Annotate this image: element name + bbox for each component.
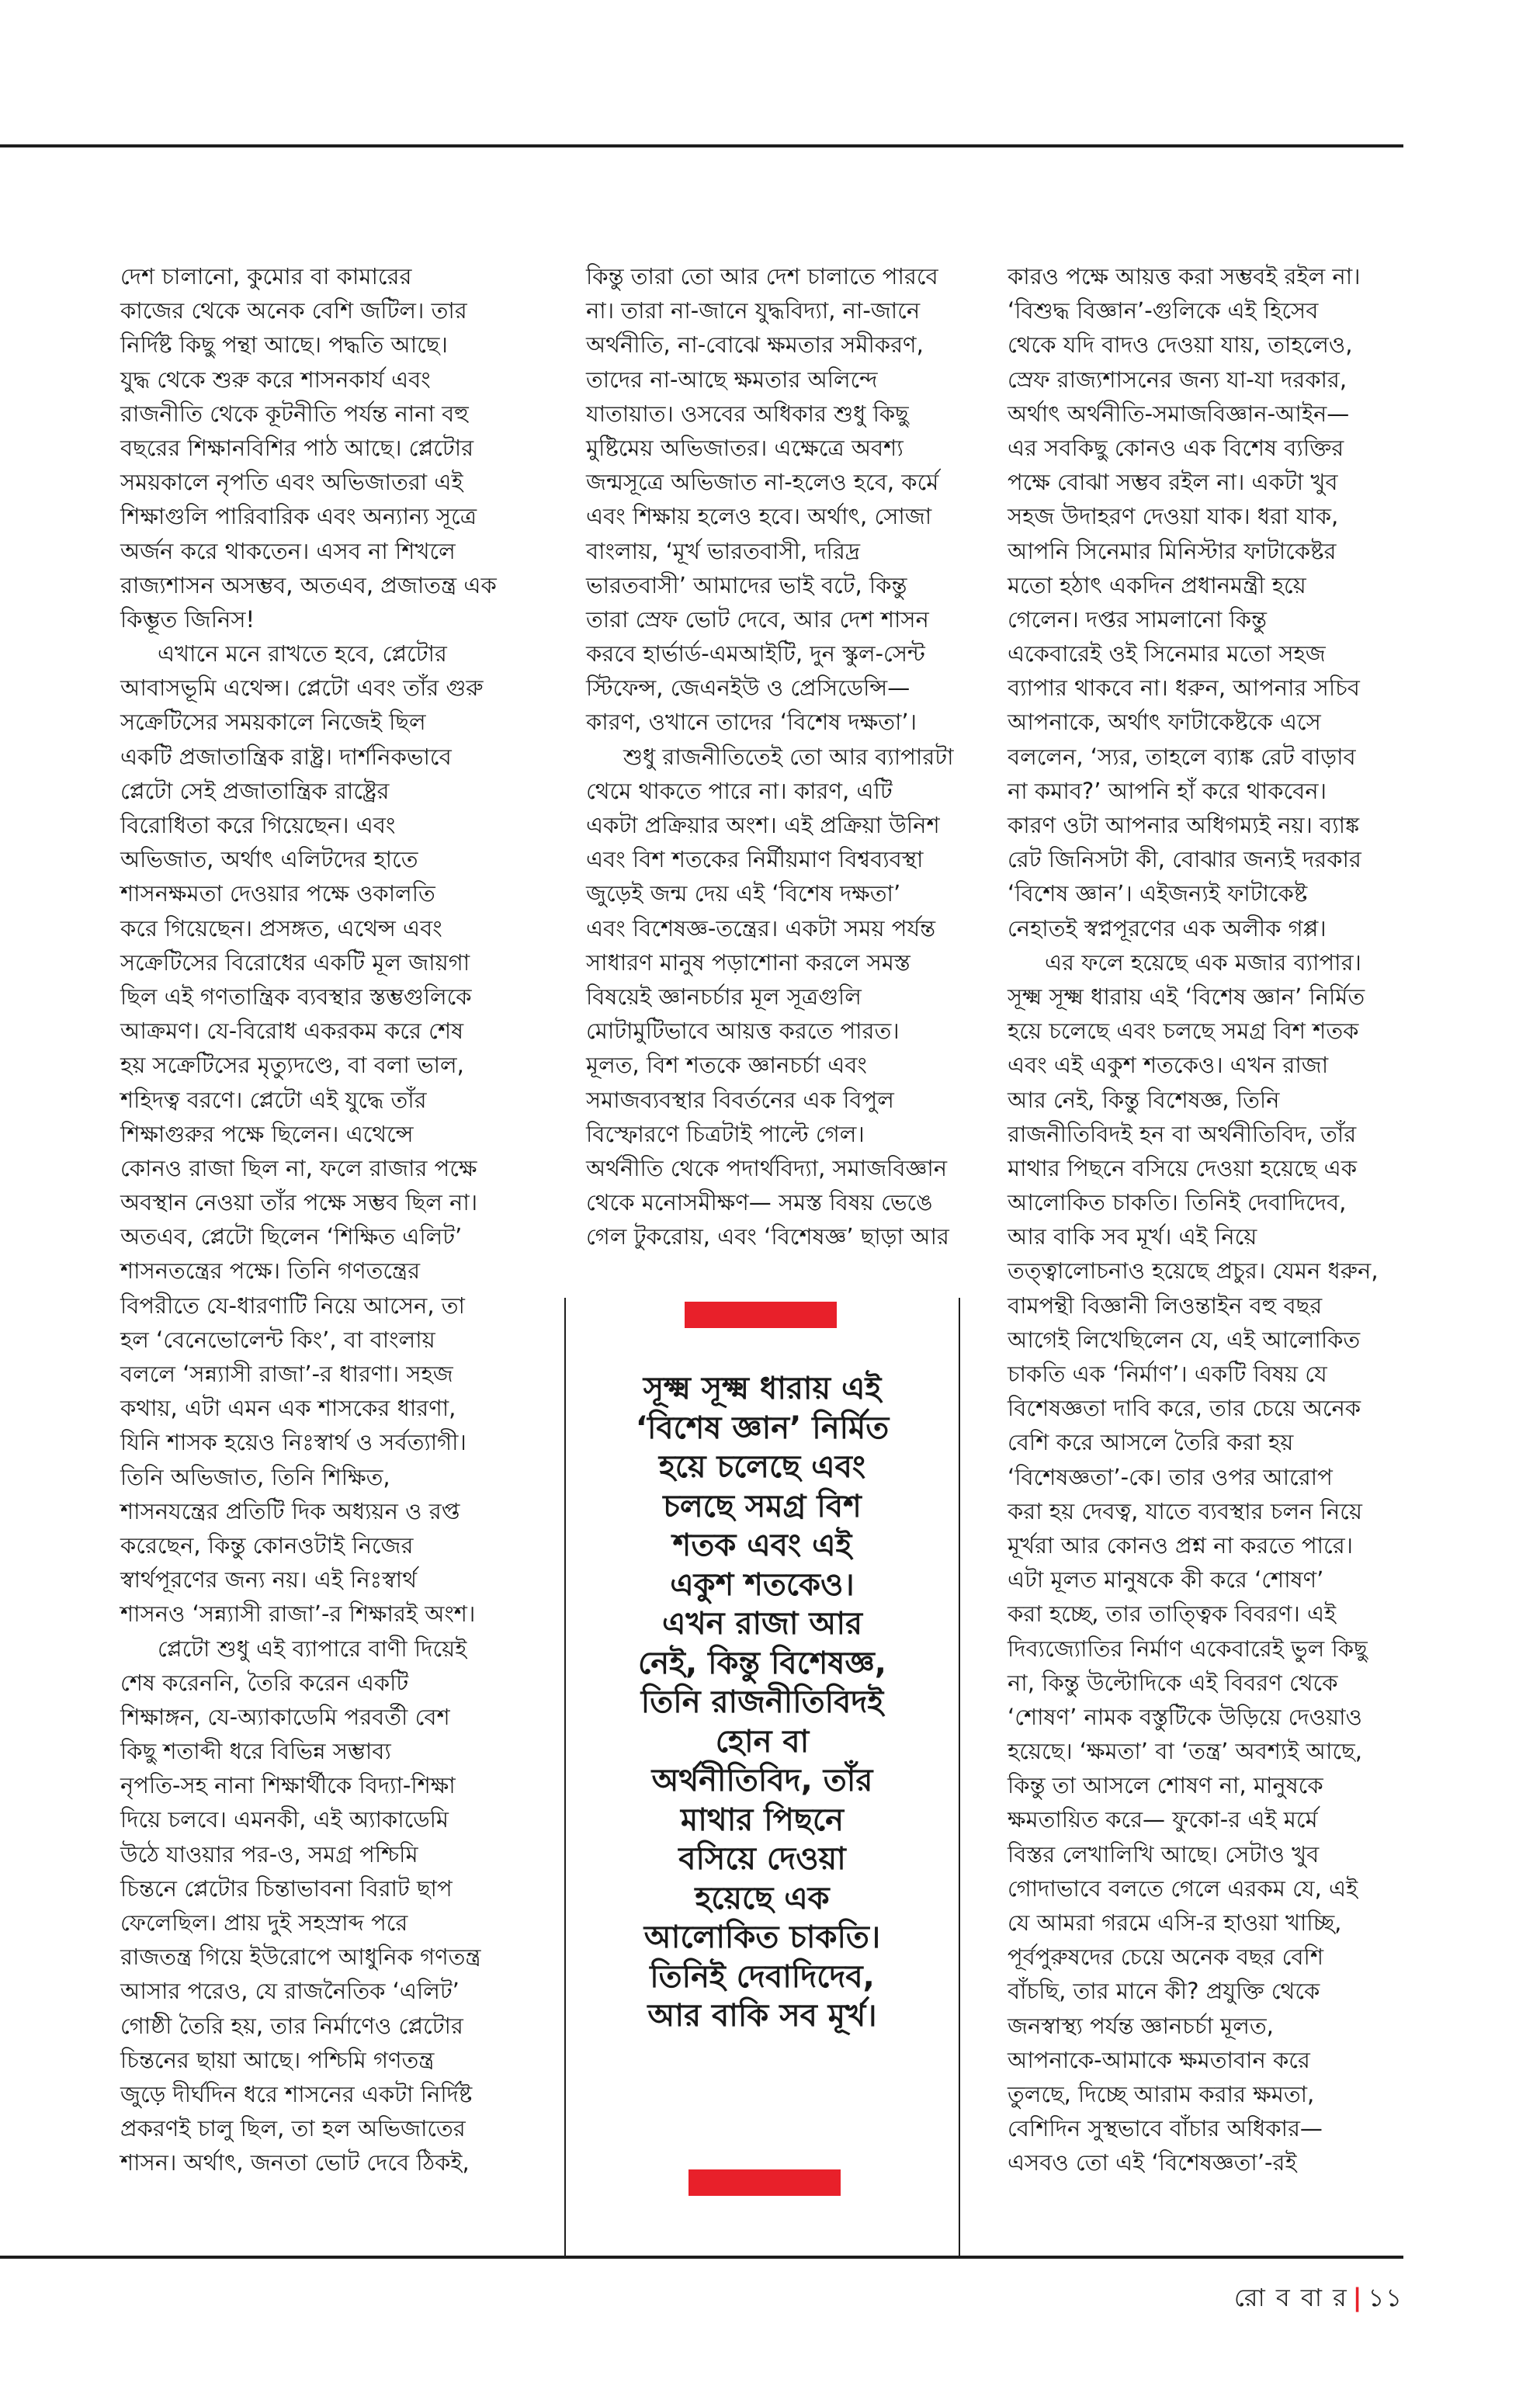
text-line: সক্রেটিসের সময়কালে নিজেই ছিল <box>120 709 426 736</box>
text-line: সহজ উদাহরণ দেওয়া যাক। ধরা যাক, <box>1008 503 1339 530</box>
text-line: আগেই লিখেছিলেন যে, এই আলোকিত <box>1008 1326 1361 1353</box>
text-line: আপনাকে, অর্থাৎ ফাটাকেষ্টকে এসে <box>1008 709 1321 736</box>
pullquote-line: আর বাকি সব মূর্খ। <box>647 1998 877 2034</box>
pullquote-line: তিনিই দেবাদিদেব, <box>650 1958 875 1995</box>
paragraph-start-line: এখানে মনে রাখতে হবে, প্লেটোর <box>158 640 447 668</box>
text-line: রাজনীতিবিদই হন বা অর্থনীতিবিদ, তাঁর <box>1008 1120 1357 1147</box>
pullquote-line: আলোকিত চাকতি। <box>643 1920 881 1955</box>
text-line: অর্থনীতি, না-বোঝে ক্ষমতার সমীকরণ, <box>586 331 924 359</box>
text-line: একটা প্রক্রিয়ার অংশ। এই প্রক্রিয়া উনিশ <box>586 812 940 838</box>
text-line: ‘বিশুদ্ধ বিজ্ঞান’-গুলিকে এই হিসেব <box>1008 297 1319 324</box>
pullquote-top-accent-bar <box>685 1302 837 1328</box>
pullquote-line: একুশ শতকেও। <box>670 1566 855 1603</box>
pullquote-line: অর্থনীতিবিদ, তাঁর <box>651 1763 873 1798</box>
text-line: শিক্ষাগুরুর পক্ষে ছিলেন। এথেন্সে <box>120 1120 414 1147</box>
text-line: রেট জিনিসটা কী, বোঝার জন্যই দরকার <box>1008 846 1361 873</box>
paragraph-start-line: এর ফলে হয়েছে এক মজার ব্যাপার। <box>1045 949 1361 976</box>
page-footer <box>1234 2278 1403 2320</box>
text-line: নেহাতই স্বপ্নপূরণের এক অলীক গপ্প। <box>1008 914 1327 942</box>
text-line: কারও পক্ষে আয়ত্ত করা সম্ভবই রইল না। <box>1008 263 1361 290</box>
text-line: এবং শিক্ষায় হলেও হবে। অর্থাৎ, সোজা <box>586 503 932 530</box>
text-line: একটি প্রজাতান্ত্রিক রাষ্ট্র। দার্শনিকভাবে <box>120 743 452 770</box>
pullquote-line: হয়েছে এক <box>695 1880 830 1916</box>
text-line: কারণ ওটা আপনার অধিগম্যই নয়। ব্যাঙ্ক <box>1008 812 1360 838</box>
text-line: রাজতন্ত্র গিয়ে ইউরোপে আধুনিক গণতন্ত্র <box>120 1944 481 1971</box>
paragraph-start-line: শুধু রাজনীতিতেই তো আর ব্যাপারটা <box>623 743 954 770</box>
text-line: চিন্তনের ছায়া আছে। পশ্চিমি গণতন্ত্র <box>120 2046 435 2073</box>
text-line: অর্জন করে থাকতেন। এসব না শিখলে <box>120 537 456 564</box>
text-line: গেল টুকরোয়, এবং ‘বিশেষজ্ঞ’ ছাড়া আর <box>586 1223 949 1250</box>
text-line: নৃপতি-সহ নানা শিক্ষার্থীকে বিদ্যা-শিক্ষা <box>120 1772 456 1799</box>
text-line: জনস্বাস্থ্য পর্যন্ত জ্ঞানচর্চা মূলত, <box>1008 2012 1274 2039</box>
text-line: বিষয়েই জ্ঞানচর্চার মূল সূত্রগুলি <box>586 983 862 1010</box>
text-line: বললেন, ‘স্যর, তাহলে ব্যাঙ্ক রেট বাড়াব <box>1008 743 1356 770</box>
text-line: শেষ করেননি, তৈরি করেন একটি <box>120 1669 409 1696</box>
text-line: আপনাকে-আমাকে ক্ষমতাবান করে <box>1008 2046 1310 2073</box>
top-rule <box>0 144 1403 147</box>
text-line: হয়ে চলেছে এবং চলছে সমগ্র বিশ শতক <box>1008 1018 1359 1045</box>
text-line: করেছেন, কিন্তু কোনওটাই নিজের <box>120 1531 414 1559</box>
pullquote-right-border <box>959 1298 960 2257</box>
text-line: এবং বিশেষজ্ঞ-তন্ত্রের। একটা সময় পর্যন্ত <box>586 914 936 942</box>
text-line: মুষ্টিমেয় অভিজাতর। এক্ষেত্রে অবশ্য <box>586 434 904 461</box>
text-line: আর বাকি সব মূর্খ। এই নিয়ে <box>1008 1223 1257 1250</box>
text-line: সময়কালে নৃপতি এবং অভিজাতরা এই <box>120 469 463 496</box>
text-line: শাসনযন্ত্রের প্রতিটি দিক অধ্যয়ন ও রপ্ত <box>120 1497 460 1524</box>
text-line: অভিজাত, অর্থাৎ এলিটদের হাতে <box>120 846 418 873</box>
text-line: এবং এই একুশ শতকেও। এখন রাজা <box>1008 1052 1329 1079</box>
pullquote-text <box>566 1369 959 2036</box>
text-line: হল ‘বেনেভোলেন্ট কিং’, বা বাংলায় <box>120 1326 435 1353</box>
text-line: গোষ্ঠী তৈরি হয়, তার নির্মাণেও প্লেটোর <box>120 2012 463 2039</box>
text-line: আলোকিত চাকতি। তিনিই দেবাদিদেব, <box>1008 1189 1347 1216</box>
text-line: তিনি অভিজাত, তিনি শিক্ষিত, <box>120 1463 390 1490</box>
pullquote-line: সূক্ষ্ম সূক্ষ্ম ধারায় এই <box>643 1371 882 1406</box>
pullquote-line: এখন রাজা আর <box>661 1606 863 1642</box>
text-line: আর নেই, কিন্তু বিশেষজ্ঞ, তিনি <box>1008 1086 1280 1113</box>
text-line: ‘শোষণ’ নামক বস্তুটিকে উড়িয়ে দেওয়াও <box>1008 1703 1362 1730</box>
text-line: প্রকরণই চালু ছিল, তা হল অভিজাতের <box>120 2115 466 2142</box>
text-line: বললে ‘সন্ন্যাসী রাজা’-র ধারণা। সহজ <box>120 1361 453 1387</box>
text-line: তত্ত্বালোচনাও হয়েছে প্রচুর। যেমন ধরুন, <box>1008 1257 1379 1285</box>
text-line: পূর্বপুরুষদের চেয়ে অনেক বছর বেশি <box>1008 1944 1324 1971</box>
text-line: মোটামুটিভাবে আয়ত্ত করতে পারত। <box>586 1018 900 1045</box>
text-line: মূর্খরা আর কোনও প্রশ্ন না করতে পারে। <box>1008 1531 1354 1559</box>
footer-separator: | <box>1352 2283 1364 2312</box>
text-line: বছরের শিক্ষানবিশির পাঠ আছে। প্লেটোর <box>120 434 474 461</box>
text-line: উঠে যাওয়ার পর-ও, সমগ্র পশ্চিমি <box>120 1840 418 1868</box>
text-line: তুলছে, দিচ্ছে আরাম করার ক্ষমতা, <box>1008 2080 1315 2107</box>
text-line: বাংলায়, ‘মূর্খ ভারতবাসী, দরিদ্র <box>586 537 861 564</box>
pullquote-box <box>566 1298 959 2257</box>
text-line: তাদের না-আছে ক্ষমতার অলিন্দে <box>586 366 878 393</box>
text-line: গেলেন। দপ্তর সামলানো কিন্তু <box>1008 605 1268 633</box>
text-line: সমাজব্যবস্থার বিবর্তনের এক বিপুল <box>586 1086 894 1113</box>
text-line: আপনি সিনেমার মিনিস্টার ফাটাকেষ্টর <box>1008 537 1337 564</box>
text-line: প্লেটো সেই প্রজাতান্ত্রিক রাষ্ট্রের <box>120 777 390 804</box>
text-line: শাসনতন্ত্রের পক্ষে। তিনি গণতন্ত্রের <box>120 1257 421 1285</box>
text-line: চাকতি এক ‘নির্মাণ’। একটি বিষয় যে <box>1008 1361 1327 1387</box>
text-line: অবস্থান নেওয়া তাঁর পক্ষে সম্ভব ছিল না। <box>120 1189 478 1216</box>
text-line: শিক্ষাগুলি পারিবারিক এবং অন্যান্য সূত্রে <box>120 503 477 530</box>
text-line: শহিদত্ব বরণে। প্লেটো এই যুদ্ধে তাঁর <box>120 1086 427 1113</box>
text-line: শাসনও ‘সন্ন্যাসী রাজা’-র শিক্ষারই অংশ। <box>120 1601 476 1628</box>
text-line: যিনি শাসক হয়েও নিঃস্বার্থ ও সর্বত্যাগী। <box>120 1429 467 1456</box>
text-line: ছিল এই গণতান্ত্রিক ব্যবস্থার স্তম্ভগুলিকে <box>120 983 472 1010</box>
text-line: বেশিদিন সুস্থভাবে বাঁচার অধিকার— <box>1008 2115 1323 2142</box>
text-line: কিন্তু তারা তো আর দেশ চালাতে পারবে <box>586 263 938 290</box>
text-line: না। তারা না-জানে যুদ্ধবিদ্যা, না-জানে <box>586 297 921 324</box>
pullquote-line: হোন বা <box>715 1723 810 1760</box>
article-column-3 <box>1008 259 1403 2180</box>
text-line: আক্রমণ। যে-বিরোধ একরকম করে শেষ <box>120 1018 464 1045</box>
pullquote-line: তিনি রাজনীতিবিদই <box>640 1684 884 1720</box>
article-column-2 <box>586 259 954 1254</box>
text-line: করে গিয়েছেন। প্রসঙ্গত, এথেন্স এবং <box>120 914 442 942</box>
text-line: যাতায়াত। ওসবের অধিকার শুধু কিছু <box>586 400 909 427</box>
text-line: ‘বিশেষজ্ঞতা’-কে। তার ওপর আরোপ <box>1008 1463 1333 1490</box>
pullquote-bottom-accent-bar <box>688 2169 841 2196</box>
text-line: স্টিফেন্স, জেএনইউ ও প্রেসিডেন্সি— <box>586 675 910 702</box>
text-line: বিস্ফোরণে চিত্রটাই পাল্টে গেল। <box>586 1120 865 1147</box>
text-line: হয় সক্রেটিসের মৃত্যুদণ্ডে, বা বলা ভাল, <box>120 1052 464 1079</box>
text-line: অর্থনীতি থেকে পদার্থবিদ্যা, সমাজবিজ্ঞান <box>586 1154 948 1181</box>
text-line: করা হচ্ছে, তার তাত্ত্বিক বিবরণ। এই <box>1008 1601 1337 1628</box>
text-line: কাজের থেকে অনেক বেশি জটিল। তার <box>120 297 467 324</box>
text-line: কিন্তু তা আসলে শোষণ না, মানুষকে <box>1008 1772 1323 1799</box>
text-line: না কমাব?’ আপনি হাঁ করে থাকবেন। <box>1008 777 1327 804</box>
text-line: এটা মূলত মানুষকে কী করে ‘শোষণ’ <box>1008 1566 1324 1594</box>
text-line: জুড়েই জন্ম দেয় এই ‘বিশেষ দক্ষতা’ <box>586 880 901 907</box>
text-line: এর সবকিছু কোনও এক বিশেষ ব্যক্তির <box>1008 434 1344 461</box>
text-line: মাথার পিছনে বসিয়ে দেওয়া হয়েছে এক <box>1008 1154 1357 1181</box>
text-line: সাধারণ মানুষ পড়াশোনা করলে সমস্ত <box>586 949 910 976</box>
text-line: দিব্যজ্যোতির নির্মাণ একেবারেই ভুল কিছু <box>1008 1635 1368 1662</box>
text-line: বামপন্থী বিজ্ঞানী লিওন্তাইন বহু বছর <box>1008 1292 1323 1319</box>
text-line: বিপরীতে যে-ধারণাটি নিয়ে আসেন, তা <box>120 1292 465 1319</box>
text-line: রাজ্যশাসন অসম্ভব, অতএব, প্রজাতন্ত্র এক <box>120 571 497 598</box>
text-line: ভারতবাসী’ আমাদের ভাই বটে, কিন্তু <box>586 571 907 598</box>
pullquote-line: হয়ে চলেছে এবং <box>658 1449 866 1485</box>
text-line: বিস্তর লেখালিখি আছে। সেটাও খুব <box>1008 1840 1320 1868</box>
text-line: ক্ষমতায়িত করে— ফুকো-র এই মর্মে <box>1008 1806 1318 1833</box>
text-line: ‘বিশেষ জ্ঞান’। এইজন্যই ফাটাকেষ্ট <box>1008 880 1308 907</box>
text-line: কিছু শতাব্দী ধরে বিভিন্ন সম্ভাব্য <box>120 1738 391 1765</box>
text-line: শাসনক্ষমতা দেওয়ার পক্ষে ওকালতি <box>120 880 435 907</box>
magazine-name: রো ব বা র <box>1233 2283 1348 2312</box>
text-line: বাঁচছি, তার মানে কী? প্রযুক্তি থেকে <box>1008 1978 1320 2005</box>
article-column-1 <box>120 259 539 2180</box>
text-line: মূলত, বিশ শতকে জ্ঞানচর্চা এবং <box>586 1052 867 1079</box>
text-line: তারা স্রেফ ভোট দেবে, আর দেশ শাসন <box>586 605 929 633</box>
text-line: আবাসভূমি এথেন্স। প্লেটো এবং তাঁর গুরু <box>120 675 484 702</box>
text-line: পক্ষে বোঝা সম্ভব রইল না। একটা খুব <box>1008 469 1338 496</box>
text-line: হয়েছে। ‘ক্ষমতা’ বা ‘তন্ত্র’ অবশ্যই আছে, <box>1008 1738 1362 1765</box>
bottom-rule <box>0 2256 1403 2259</box>
pullquote-line: ‘বিশেষ জ্ঞান’ নির্মিত <box>635 1410 890 1446</box>
text-line: কারণ, ওখানে তাদের ‘বিশেষ দক্ষতা’। <box>586 709 917 736</box>
text-line: অর্থাৎ অর্থনীতি-সমাজবিজ্ঞান-আইন— <box>1008 400 1350 427</box>
text-line: চিন্তনে প্লেটোর চিন্তাভাবনা বিরাট ছাপ <box>120 1875 453 1902</box>
text-line: নির্দিষ্ট কিছু পন্থা আছে। পদ্ধতি আছে। <box>120 331 448 359</box>
pullquote-line: শতক এবং এই <box>672 1528 852 1563</box>
text-line: বিরোধিতা করে গিয়েছেন। এবং <box>120 812 396 838</box>
text-line: জন্মসূত্রে অভিজাত না-হলেও হবে, কর্মে <box>586 469 939 496</box>
text-line: ব্যাপার থাকবে না। ধরুন, আপনার সচিব <box>1008 675 1360 702</box>
text-line: আসার পরেও, যে রাজনৈতিক ‘এলিট’ <box>120 1978 460 2005</box>
text-line: স্রেফ রাজ্যশাসনের জন্য যা-যা দরকার, <box>1008 366 1348 393</box>
pullquote-line: নেই, কিন্তু বিশেষজ্ঞ, <box>638 1645 886 1681</box>
text-line: বেশি করে আসলে তৈরি করা হয় <box>1008 1429 1294 1456</box>
text-line: কথায়, এটা এমন এক শাসকের ধারণা, <box>120 1395 456 1422</box>
text-line: কিম্ভূত জিনিস! <box>120 605 255 633</box>
text-line: দেশ চালানো, কুমোর বা কামারের <box>120 263 412 290</box>
text-line: সূক্ষ্ম সূক্ষ্ম ধারায় এই ‘বিশেষ জ্ঞান’ নির্মিত <box>1008 983 1365 1010</box>
text-line: এবং বিশ শতকের নির্মীয়মাণ বিশ্বব্যবস্থা <box>586 846 924 873</box>
pullquote-line: চলছে সমগ্র বিশ <box>663 1488 862 1524</box>
paragraph-start-line: প্লেটো শুধু এই ব্যাপারে বাণী দিয়েই <box>158 1635 467 1662</box>
text-line: স্বার্থপূরণের জন্য নয়। এই নিঃস্বার্থ <box>120 1566 417 1594</box>
text-line: একেবারেই ওই সিনেমার মতো সহজ <box>1008 640 1326 668</box>
text-line: অতএব, প্লেটো ছিলেন ‘শিক্ষিত এলিট’ <box>120 1223 463 1250</box>
text-line: গোদাভাবে বলতে গেলে এরকম যে, এই <box>1008 1875 1358 1902</box>
text-line: এসবও তো এই ‘বিশেষজ্ঞতা’-রই <box>1008 2149 1297 2176</box>
text-line: বিশেষজ্ঞতা দাবি করে, তার চেয়ে অনেক <box>1008 1395 1361 1422</box>
text-line: থেমে থাকতে পারে না। কারণ, এটি <box>586 777 893 804</box>
text-line: না, কিন্তু উল্টোদিকে এই বিবরণ থেকে <box>1008 1669 1338 1696</box>
text-line: করবে হার্ভার্ড-এমআইটি, দুন স্কুল-সেন্ট <box>586 640 925 668</box>
text-line: দিয়ে চলবে। এমনকী, এই অ্যাকাডেমি <box>120 1806 449 1833</box>
text-line: থেকে যদি বাদও দেওয়া যায়, তাহলেও, <box>1008 331 1353 359</box>
page-number: ১১ <box>1368 2283 1403 2312</box>
text-line: সক্রেটিসের বিরোধের একটি মূল জায়গা <box>120 949 470 976</box>
text-line: যে আমরা গরমে এসি-র হাওয়া খাচ্ছি, <box>1008 1909 1342 1936</box>
text-line: মতো হঠাৎ একদিন প্রধানমন্ত্রী হয়ে <box>1008 571 1306 598</box>
text-line: ফেলেছিল। প্রায় দুই সহস্রাব্দ পরে <box>120 1909 408 1936</box>
text-line: শিক্ষাঙ্গন, যে-অ্যাকাডেমি পরবর্তী বেশ <box>120 1703 450 1730</box>
text-line: করা হয় দেবত্ব, যাতে ব্যবস্থার চলন নিয়ে <box>1008 1497 1362 1524</box>
text-line: শাসন। অর্থাৎ, জনতা ভোট দেবে ঠিকই, <box>120 2149 470 2176</box>
pullquote-line: মাথার পিছনে <box>680 1802 845 1838</box>
text-line: থেকে মনোসমীক্ষণ— সমস্ত বিষয় ভেঙে <box>586 1189 933 1216</box>
text-line: যুদ্ধ থেকে শুরু করে শাসনকার্য এবং <box>120 366 431 393</box>
text-line: রাজনীতি থেকে কূটনীতি পর্যন্ত নানা বহু <box>120 400 469 427</box>
text-line: কোনও রাজা ছিল না, ফলে রাজার পক্ষে <box>120 1154 477 1181</box>
text-line: জুড়ে দীর্ঘদিন ধরে শাসনের একটা নির্দিষ্ট <box>120 2080 473 2107</box>
pullquote-line: বসিয়ে দেওয়া <box>678 1841 846 1877</box>
